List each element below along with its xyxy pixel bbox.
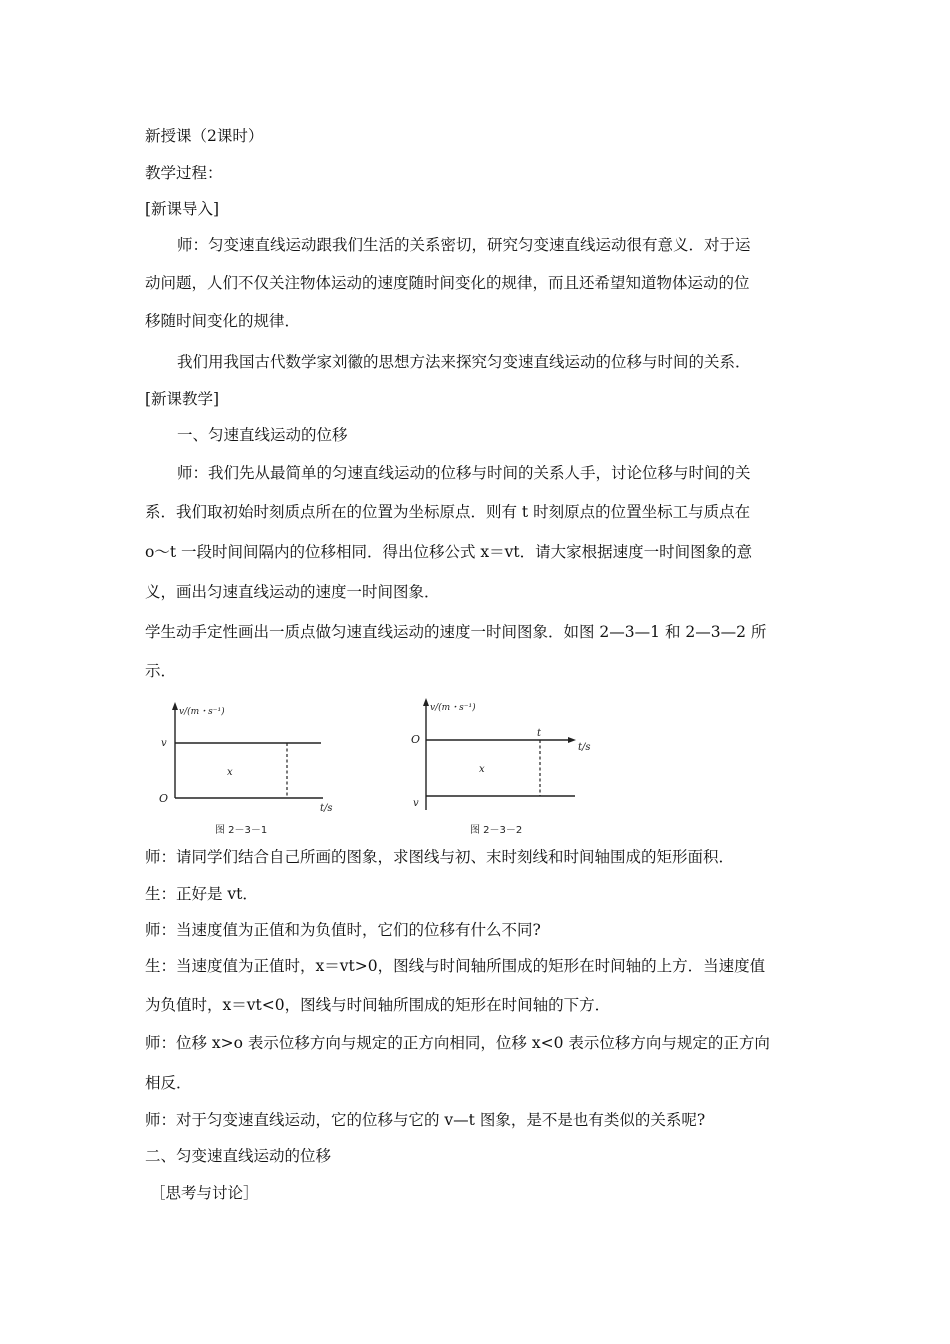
teaching-process-heading: 教学过程： xyxy=(145,164,223,182)
velocity-time-figures xyxy=(145,690,625,845)
figure-2-3-2 xyxy=(411,698,591,836)
paragraph-line: o～t 一段时间间隔内的位移相同．得出位移公式 x＝vt．请大家根据速度一时间图象的意 xyxy=(145,543,753,561)
fig2-t-label: t xyxy=(537,728,542,739)
section-teaching-heading: [新课教学] xyxy=(145,390,220,408)
paragraph-line: 师：位移 x>o 表示位移方向与规定的正方向相同，位移 x<0 表示位移方向与规定的正方向 xyxy=(145,1034,770,1052)
fig1-v-label: v xyxy=(161,738,167,749)
paragraph-line: 为负值时，x＝vt<0，图线与时间轴所围成的矩形在时间轴的下方． xyxy=(145,996,611,1014)
fig2-t-axis-arrow xyxy=(568,737,576,743)
paragraph-line: 学生动手定性画出一质点做匀速直线运动的速度一时间图象．如图 2—3—1 和 2—3—2 所 xyxy=(145,623,767,641)
paragraph-line: 示． xyxy=(145,662,177,680)
paragraph-line: 移随时间变化的规律． xyxy=(145,312,301,330)
subsection-heading: 二、匀变速直线运动的位移 xyxy=(145,1147,332,1165)
fig2-t-axis-label: t/s xyxy=(578,742,591,753)
fig1-y-label: v/(m・s⁻¹) xyxy=(179,707,225,717)
fig2-y-label: v/(m・s⁻¹) xyxy=(430,703,476,713)
paragraph-line: 系．我们取初始时刻质点所在的位置为坐标原点．则有 t 时刻原点的位置坐标工与质点在 xyxy=(145,503,751,521)
fig2-origin-label: O xyxy=(411,733,421,746)
fig2-v-axis-arrow xyxy=(423,698,429,706)
paragraph-line: 相反． xyxy=(145,1074,192,1092)
fig1-t-axis-label: t/s xyxy=(320,803,333,814)
fig2-caption: 图 2－3－2 xyxy=(470,825,523,836)
paragraph-line: 生：正好是 vt． xyxy=(145,885,258,903)
paragraph-line: 师：当速度值为正值和为负值时，它们的位移有什么不同? xyxy=(145,921,541,939)
figure-2-3-1 xyxy=(159,702,333,836)
fig2-v-label: v xyxy=(413,798,419,809)
fig1-v-axis-arrow xyxy=(172,702,178,710)
fig2-area-label: x xyxy=(479,764,485,775)
paragraph-line: 师：对于匀变速直线运动，它的位移与它的 v—t 图象，是不是也有类似的关系呢? xyxy=(145,1111,706,1129)
paragraph-line: 生：当速度值为正值时，x＝vt>0，图线与时间轴所围成的矩形在时间轴的上方．当速度值 xyxy=(145,957,766,975)
think-discuss-heading: ［思考与讨论］ xyxy=(150,1184,259,1202)
figures-svg xyxy=(145,690,625,845)
section-intro-heading: [新课导入] xyxy=(145,200,220,218)
fig1-area-label: x xyxy=(227,767,233,778)
paragraph-line: 义，画出匀速直线运动的速度一时间图象． xyxy=(145,583,440,601)
fig1-caption: 图 2－3－1 xyxy=(215,825,268,836)
paragraph-line: 师：请同学们结合自己所画的图象，求图线与初、末时刻线和时间轴围成的矩形面积． xyxy=(145,848,735,866)
paragraph-line: 师：我们先从最简单的匀速直线运动的位移与时间的关系人手，讨论位移与时间的关 xyxy=(177,464,751,482)
subsection-heading: 一、匀速直线运动的位移 xyxy=(177,426,348,444)
lesson-type: 新授课（2课时） xyxy=(145,127,264,145)
fig1-origin-label: O xyxy=(159,792,169,805)
paragraph-line: 师：匀变速直线运动跟我们生活的关系密切，研究匀变速直线运动很有意义．对于运 xyxy=(177,236,751,254)
paragraph-line: 动问题，人们不仅关注物体运动的速度随时间变化的规律，而且还希望知道物体运动的位 xyxy=(145,274,750,292)
paragraph-line: 我们用我国古代数学家刘徽的思想方法来探究匀变速直线运动的位移与时间的关系． xyxy=(177,353,751,371)
